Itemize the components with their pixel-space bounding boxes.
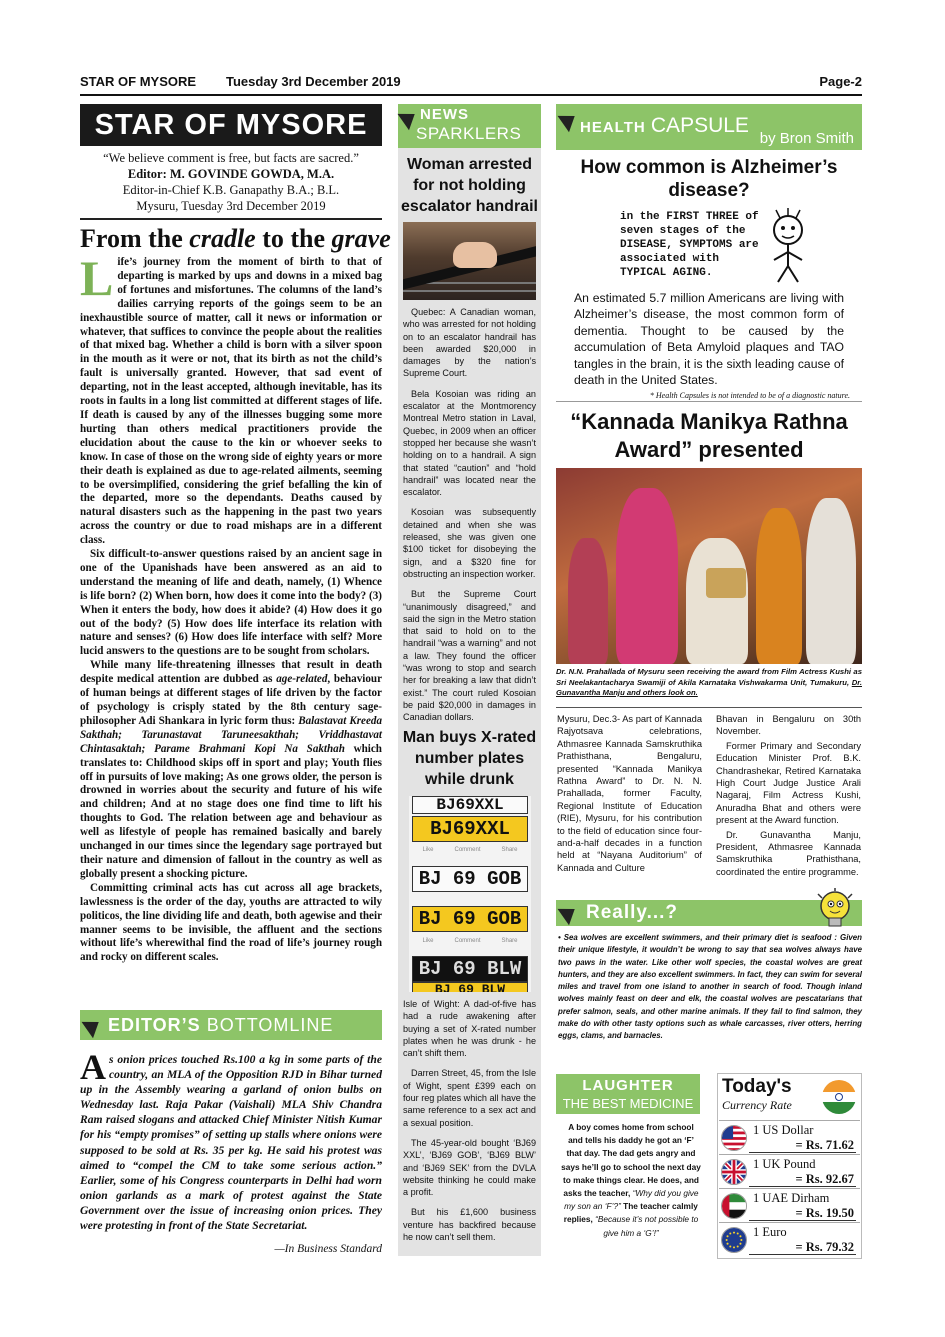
social-action-bar <box>412 845 528 855</box>
editorial-credits <box>80 150 382 214</box>
lead-text: which translates to: Childhood skips off in sport and play; Youth flies off in pursuits of love making; As one grows older, the person is drowned in worries about the security and future of his wife and children; And at no stage does one find time to lift his thoughts to God. The relation between age and behaviour as well as lifestyle of people has remained basically and barely unchanged in our times since the legendary sage portrayed but their nature and dimension of fallout in the country as well as globally present a shocking picture. <box>80 742 382 880</box>
running-header <box>80 74 862 96</box>
section-rule <box>556 707 862 708</box>
number-plate: BJ 69 BLW <box>412 982 528 992</box>
label-part: CAPSULE <box>650 114 749 137</box>
person-figure <box>616 488 678 664</box>
number-plates-story-text <box>403 998 536 1251</box>
currency-name: 1 UAE Dirham <box>753 1191 830 1205</box>
really-body: • Sea wolves are excellent swimmers, and their primary diet is seafood : Given their unique lifestyle, it wouldn’t be wrong to say that sea wolves always have two paws in the water. Like other wolf species, the coastal wolves are great hunters, and they are also excellent swimmers. In fact, they can swim for several miles and travel from one island to another in search of food. Though inland wolves mainly feast on deer and elk, the coastal wolves are pescatarians that prefer salmon, seals, and other marine animals. If they fail to find salmon, they make do with other tasty options such as whale carcasses, river otters, herring eggs, clams, and barnacles. <box>558 933 862 1041</box>
page-number: Page-2 <box>819 74 862 89</box>
india-flag-icon <box>822 1080 856 1114</box>
drop-cap: L <box>80 250 114 306</box>
number-plates-headline: Man buys X-rated number plates while drunk <box>402 729 537 788</box>
section-rule <box>556 401 862 402</box>
share-action: Share <box>501 938 518 944</box>
dateline: Mysuru, Tuesday 3rd December 2019 <box>136 199 326 213</box>
person-figure <box>686 538 748 664</box>
header-rule <box>80 94 862 96</box>
rate-underline <box>749 1186 856 1187</box>
award-plaque <box>706 568 746 598</box>
laughter-joke <box>560 1121 702 1240</box>
lead-article-body <box>80 250 382 965</box>
caption-text: Dr. Gunavantha Manju and others look on. <box>556 677 862 697</box>
number-plate: BJ69XXL <box>412 796 528 814</box>
label-part: EDITOR’S <box>108 1015 207 1035</box>
escalator-step <box>403 290 536 292</box>
laughter-label: LAUGHTER <box>582 1077 674 1094</box>
escalator-photo <box>403 222 536 300</box>
like-action: Like <box>422 938 434 944</box>
lead-paragraph: Committing criminal acts has cut across all age brackets, lawlessness is the order of the day, youths are attracted to wily politicos, the line dividing life and death, both agewise and their manner seems to be invisible, the affluent and the sections without life’s wherewithal find the road of life’s journey rough and rocky on different scales. <box>80 881 382 964</box>
masthead: STAR OF MYSORE <box>80 104 382 146</box>
banner-notch-icon <box>558 108 581 132</box>
currency-rate: = Rs. 71.62 <box>795 1138 854 1152</box>
health-capsule-byline: by Bron Smith <box>759 130 854 147</box>
lead-text: age-related <box>276 673 328 686</box>
joke-text: The teacher calmly replies, <box>563 1201 698 1225</box>
number-plates-photo <box>409 796 531 992</box>
story-paragraph: Bhavan in Bengaluru on 30th November. <box>716 714 861 737</box>
currency-name: 1 UK Pound <box>753 1157 816 1171</box>
award-story-column-1: Mysuru, Dec.3- As part of Kannada Rajyotsava celebrations, Athmasree Kannada Samskruthika Prathisthana, Bengaluru, presented “Kannada Manikya Rathna Award” to Dr. N. N. Prahallada, former Faculty, Regional Institute of Education (RIE), Mysuru, for his contribution to the field of education since four-and-a-half decades in a function held at “Nayana Auditorium” of Kannada and Culture <box>557 714 702 873</box>
editor-in-chief-line: Editor-in-Chief K.B. Ganapathy B.A.; B.L. <box>122 183 340 197</box>
credits-rule <box>80 218 382 220</box>
row-rule <box>719 1188 860 1189</box>
currency-name: 1 US Dollar <box>753 1123 814 1137</box>
really-label: Really...? <box>586 902 679 923</box>
lead-headline-part: From the <box>80 224 190 253</box>
row-rule <box>719 1222 860 1223</box>
comment-action: Comment <box>454 847 481 853</box>
award-headline: “Kannada Manikya Rathna Award” presented <box>570 409 848 462</box>
lead-text: While many life-threatening illnesses that result in death despite medical attention are dubbed as <box>80 659 382 686</box>
story-paragraph: Bela Kosoian was riding an escalator at the Montmorency Montreal Metro station in Laval, Quebec, in 2009 when an officer stopped her because she wasn’t holding on to a handrail. A sign that stated “caution” and “hold handrail” was located near the escalator. <box>403 388 536 498</box>
currency-row-aed <box>719 1188 860 1222</box>
story-paragraph: Dr. Gunavantha Manju, President, Athmasree Kannada Samskruthika Prathisthana, coordinated the entire programme. <box>716 829 861 877</box>
banner-notch-icon <box>558 901 581 925</box>
comment-action: Comment <box>454 938 481 944</box>
editors-bottomline-banner <box>80 1010 382 1040</box>
joke-text: A boy comes home from school and tells his daddy he got an ‘F’ that day. The dad gets angry and says he’ll go to school the next day to make things clear. He does, and asks the teacher, <box>561 1122 701 1199</box>
like-action: Like <box>422 847 434 853</box>
share-action: Share <box>501 847 518 853</box>
person-figure <box>806 498 856 664</box>
lead-headline-part: to the <box>255 224 332 253</box>
editors-bottomline-body <box>80 1047 382 1233</box>
editors-bottomline-label <box>108 1015 333 1036</box>
lead-paragraph: Six difficult-to-answer questions raised by an ancient sage in one of the Upanishads have been answered as an aid to understand the meaning of life and death, namely, (1) Whence is life born? (2) When born, how does it come into the body? (3) When it enters the body, how does it abide? (4) How does it go out of the body? (5) How does life interface its relation with nature and senses? (6) How does life interface with self? More lucid answers to the questions are to be sought from scholars. <box>80 548 382 658</box>
number-plate: BJ 69 BLW <box>412 956 528 982</box>
lead-headline-part: grave <box>331 224 391 253</box>
cartoon-figure-icon <box>758 208 818 284</box>
escalator-headline: Woman arrested for not holding escalator handrail <box>401 156 538 215</box>
lightbulb-icon <box>810 886 860 936</box>
social-action-bar <box>412 936 528 946</box>
currency-row-eur <box>719 1222 860 1256</box>
label-part: BOTTOMLINE <box>206 1015 334 1035</box>
banner-notch-icon <box>82 1014 105 1038</box>
story-paragraph: Former Primary and Secondary Education Minister Prof. B.K. Chandrashekar, Retired Karnataka High Court Judge Justice Arali Nagaraj, Film Actress Kushi, Anuradha Bhat and others were present at the Award function. <box>716 740 861 826</box>
best-medicine-label: THE BEST MEDICINE <box>562 1096 694 1111</box>
rate-underline <box>749 1254 856 1255</box>
currency-row-gbp <box>719 1154 860 1188</box>
story-paragraph: But his £1,600 business venture has backfired because he now can’t sell them. <box>403 1207 536 1243</box>
caption-text: Dr. N.N. Prahallada of Mysuru seen receiving the award from Film Actress Kushi as Sri Neelakantacharya Swamiji of Akila Karnataka Vishwakarma Unit, Tumakuru, <box>556 667 862 687</box>
currency-rate: = Rs. 19.50 <box>795 1206 854 1220</box>
joke-text: “Because it’s not possible to give him a ‘G’!” <box>595 1214 699 1238</box>
lead-text: , behaviour of human beings at different stages of life driven by the factor of psychology is crisply stated by the 8th century sage-philosopher Adi Shankara in lyric form thus: <box>80 673 382 727</box>
label-part: HEALTH <box>580 119 651 136</box>
story-paragraph: Kosoian was subsequently detained and when she was released, she was given one $100 ticket for disobeying the sign, and a $320 fine for obstructing an inspection worker. <box>403 507 536 579</box>
story-paragraph: Darren Street, 45, from the Isle of Wight, spent £399 each on four reg plates which all have the same reference to a sex act and a sexual position. <box>403 1068 536 1128</box>
story-paragraph: The 45-year-old bought ‘BJ69 XXL’, ‘BJ69 GOB’, ‘BJ69 BLW’ and ‘BJ69 SEK’ from the DVLA website thinking he could make a profit. <box>403 1137 536 1198</box>
person-figure <box>568 538 608 664</box>
person-figure <box>756 508 802 664</box>
news-label: NEWS <box>420 106 469 123</box>
currency-row-usd <box>719 1120 860 1154</box>
rate-underline <box>749 1220 856 1221</box>
motto: “We believe comment is free, but facts are sacred.” <box>103 151 359 165</box>
award-story-column-2 <box>716 713 861 880</box>
cartoon-caption: in the FIRST THREE of seven stages of the DISEASE, SYMPTOMS are associated with TYPICAL AGING. <box>620 211 759 279</box>
us-flag-icon <box>721 1125 747 1151</box>
bottomline-text: s onion prices touched Rs.100 a kg in some parts of the country, an MLA of the Opposition RJD in Bihar turned up in the Assembly wearing a garland of onion bulbs on Wednesday last. Raja Pakar (Vaishali) MLA Shiv Chandra Ram raised slogans and attacked Chief Minister Nitish Kumar for his “empty promises” of setting up stalls where onions were supposed to be sold at Rs. 35 per kg. He said his protest was aimed to “compel the CM to take some serious action.” Earlier, some of his Congress counterparts in Delhi had worn onion garlands as a mark of protest against the State Government over the issue of increasing onion prices. They were protesting in front of the State Secretariat. <box>80 1053 382 1233</box>
health-capsule-label <box>580 114 749 138</box>
number-plate: BJ69XXL <box>412 816 528 842</box>
health-capsule-headline: How common is Alzheimer’s disease? <box>580 157 838 201</box>
number-plate: BJ 69 GOB <box>412 866 528 892</box>
lead-paragraph <box>80 659 382 882</box>
row-rule <box>719 1154 860 1155</box>
number-plate: BJ 69 GOB <box>412 906 528 932</box>
uk-flag-icon <box>721 1159 747 1185</box>
bottomline-source: —In Business Standard <box>274 1243 382 1255</box>
lead-paragraph <box>80 250 382 548</box>
award-ceremony-photo <box>556 468 862 664</box>
award-photo-caption <box>556 667 862 699</box>
currency-name: 1 Euro <box>753 1225 787 1239</box>
eu-flag-icon <box>721 1227 747 1253</box>
story-paragraph: But the Supreme Court “unanimously disagreed,” and said the sign in the Metro station that said to hold on to the handrail “was a warning” and not a law. They found the officer “was wrong to stop and search her for breaking a law that didn’t exist.” The court ruled Kosoian be paid $20,000 in damages in Canadian dollars. <box>403 589 536 723</box>
currency-subtitle: Currency Rate <box>722 1098 792 1112</box>
drop-cap: A <box>80 1047 106 1087</box>
row-rule <box>719 1120 860 1121</box>
story-paragraph: Isle of Wight: A dad-of-five has had a rude awakening after buying a set of X-rated number plates when he was drunk - he can’t shift them. <box>403 999 536 1059</box>
running-date: Tuesday 3rd December 2019 <box>226 74 401 89</box>
sparklers-label: SPARKLERS <box>416 124 522 143</box>
lead-headline <box>80 224 391 254</box>
lead-text: ife’s journey from the moment of birth to that of departing is marked by ups and downs in a mixed bag of fortunes and misfortunes. The columns of the land’s dailies carrying reports of the goings seem to be an inexhaustible source of matter, call it news or information or whatever, that suffices to convince the people about the realities of that mixed bag. Whether a child is born with a silver spoon in the mouth as it were or not, that its birth as not the child’s fault is universally granted. However, that sad event of departing, not in the least accepted, although inevitable, has its roots in faults in a long list committed at different stages of life. If death is caused by any of the illnesses bugging some more hurting than others medical practitioners provide the elucidation about the cause to the kin or whoever seeks to know. In case of those on the wrong side of eighty years or more their death is explained as due to age-related ailments, seeming to be oversimplified, considering the grief befalling the kin of the departed, more so the dependants. Deaths caused by natural disasters such as the happening in the past two years across the country or due to road mishaps are in a different class. <box>80 256 382 547</box>
news-sparklers-banner <box>398 104 541 148</box>
lead-headline-part: cradle <box>189 224 256 253</box>
health-capsule-body: An estimated 5.7 million Americans are living with Alzheimer’s disease, the most common form of dementia. Thought to be caused by the accumulation of Beta Amyloid plaques and TAO tangles in the brain, it is the sixth leading cause of death in the United States. <box>574 291 844 388</box>
currency-rate: = Rs. 79.32 <box>795 1240 854 1254</box>
hand <box>453 242 497 268</box>
health-capsule-disclaimer: * Health Capsules is not intended to be of a diagnostic nature. <box>649 391 850 400</box>
story-paragraph: Quebec: A Canadian woman, who was arrested for not holding on to an escalator handrail has been awarded $20,000 in damages by the nation’s Supreme Court. <box>403 307 536 379</box>
joke-text: “Why did you give my son an ‘F’?” <box>564 1188 699 1212</box>
uae-flag-icon <box>721 1193 747 1219</box>
escalator-story-text <box>403 306 536 732</box>
currency-rate: = Rs. 92.67 <box>795 1172 854 1186</box>
editor-line: Editor: M. GOVINDE GOWDA, M.A. <box>127 167 335 181</box>
lead-text: Balastavat Kreeda Sakthah; Tarunastavat Taruneesakthah; Vriddhastavat Chintasaktah; Parame Brahmani Kopi Na Sakthah <box>80 714 382 755</box>
health-capsule-banner <box>556 104 862 150</box>
currency-title: Today's <box>722 1076 792 1097</box>
laughter-banner <box>556 1074 700 1114</box>
rate-underline <box>749 1152 856 1153</box>
running-paper-name: STAR OF MYSORE <box>80 74 197 89</box>
